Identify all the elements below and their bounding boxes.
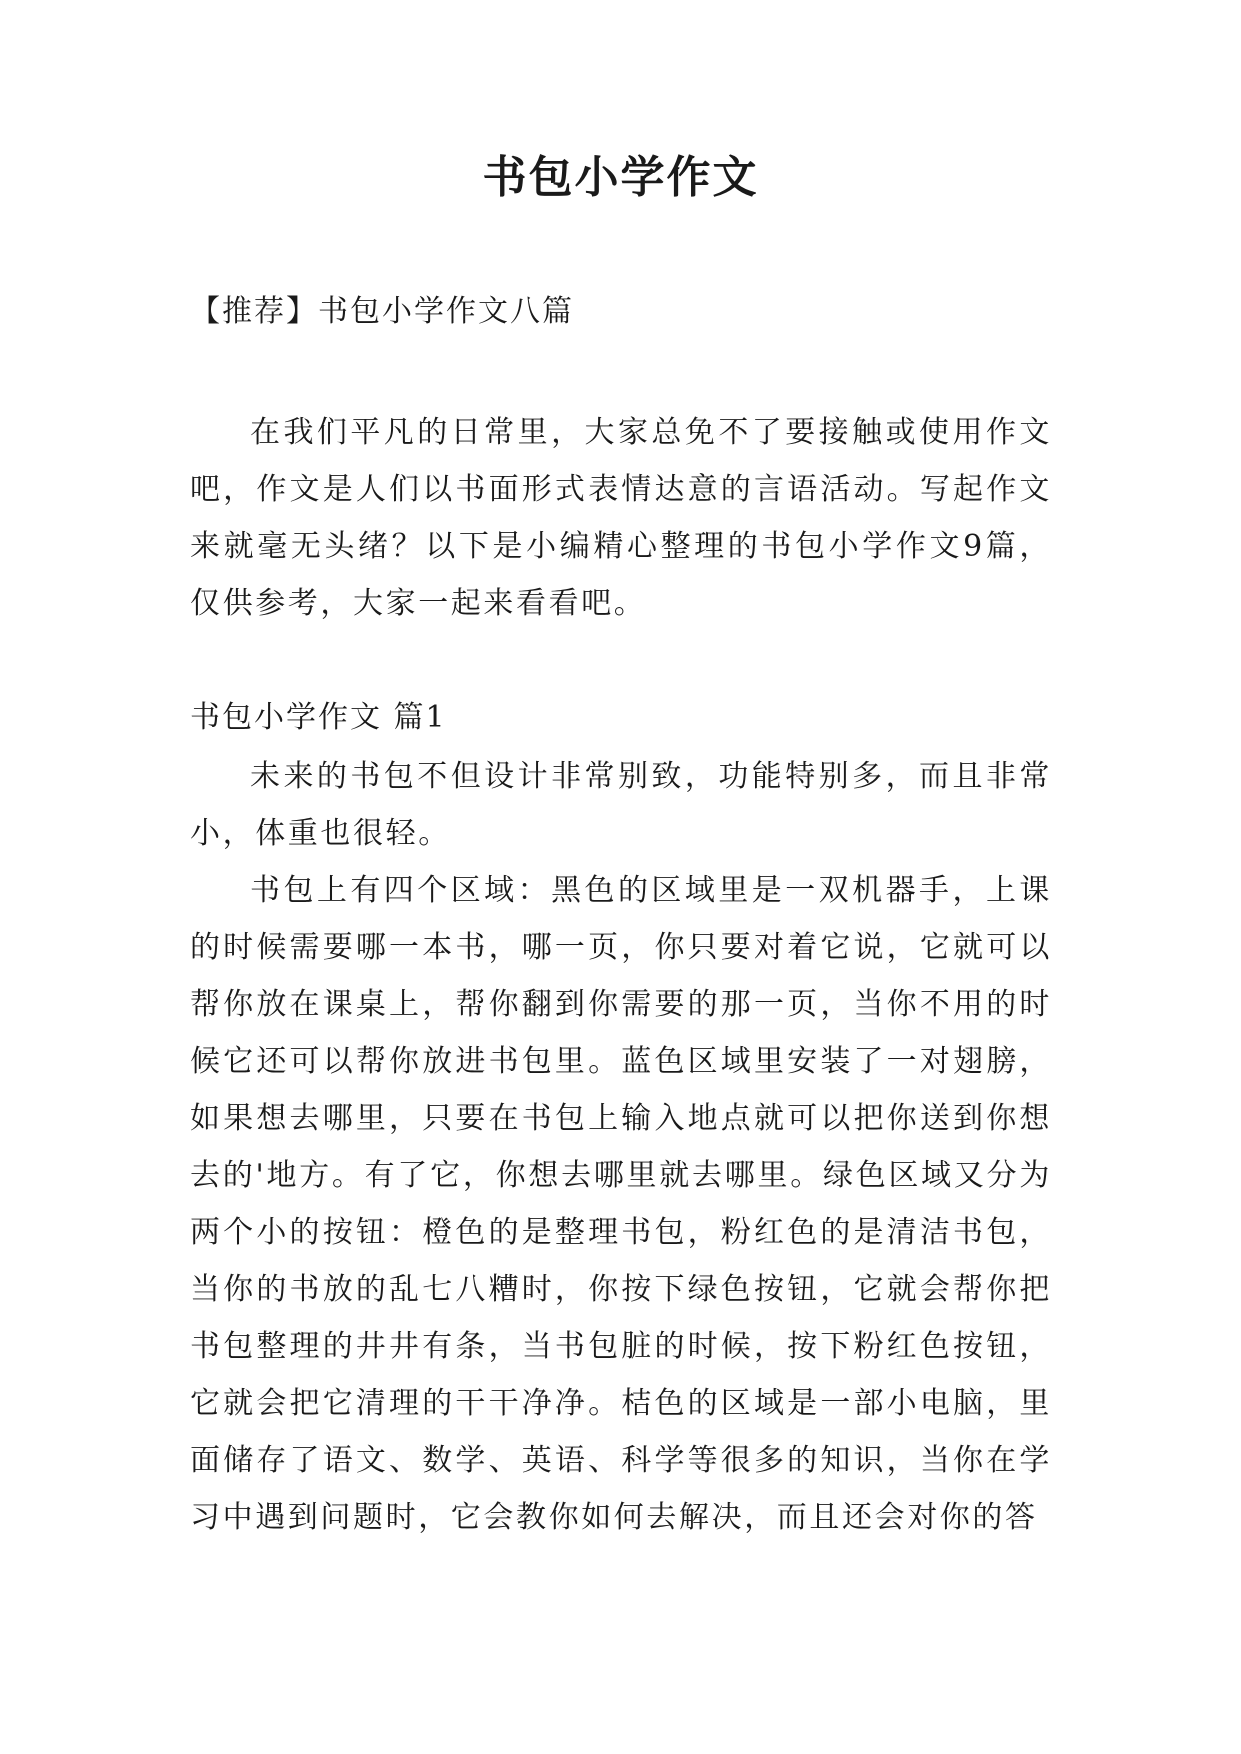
article-paragraph-2: 书包上有四个区域：黑色的区域里是一双机器手，上课的时候需要哪一本书，哪一页，你只要对着它说，它就可以帮你放在课桌上，帮你翻到你需要的那一页，当你不用的时候它还可以帮你放进书包里。蓝色区域里安装了一对翅膀，如果想去哪里，只要在书包上输入地点就可以把你送到你想去的'地方。有了它，你想去哪里就去哪里。绿色区域又分为两个小的按钮：橙色的是整理书包，粉红色的是清洁书包，当你的书放的乱七八糟时，你按下绿色按钮，它就会帮你把书包整理的井井有条，当书包脏的时候，按下粉红色按钮，它就会把它清理的干干净净。桔色的区域是一部小电脑，里面储存了语文、数学、英语、科学等很多的知识，当你在学习中遇到问题时，它会教你如何去解决，而且还会对你的答 bbox=[190, 873, 1052, 1535]
intro-block bbox=[190, 404, 1052, 632]
document-subtitle: 【推荐】书包小学作文八篇 bbox=[190, 294, 574, 329]
section-heading: 书包小学作文 篇1 bbox=[190, 700, 447, 735]
article-body bbox=[190, 748, 1052, 1546]
intro-paragraph: 在我们平凡的日常里，大家总免不了要接触或使用作文吧，作文是人们以书面形式表情达意的言语活动。写起作文来就毫无头绪？以下是小编精心整理的书包小学作文9篇，仅供参考，大家一起来看看吧。 bbox=[190, 415, 1052, 621]
document-title: 书包小学作文 bbox=[482, 152, 759, 203]
article-paragraph-1: 未来的书包不但设计非常别致，功能特别多，而且非常小，体重也很轻。 bbox=[190, 759, 1052, 851]
